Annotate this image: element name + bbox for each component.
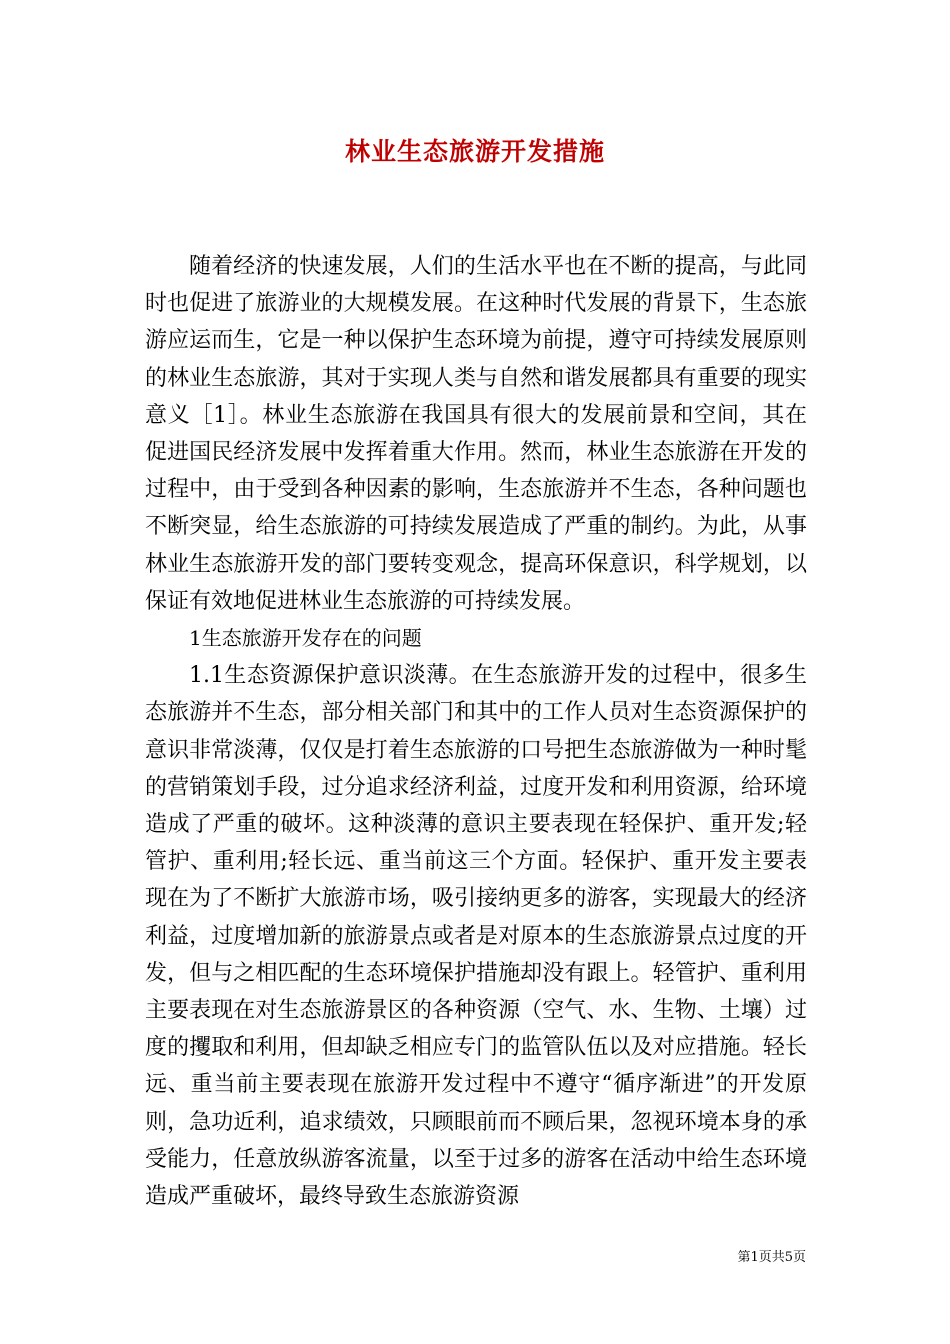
page-number-footer: 第1页共5页 — [737, 1250, 806, 1265]
intro-paragraph: 随着经济的快速发展，人们的生活水平也在不断的提高，与此同时也促进了旅游业的大规模发展。在这种时代发展的背景下，生态旅游应运而生，它是一种以保护生态环境为前提，遵守可持续发展原则的林业生态旅游，其对于实现人类与自然和谐发展都具有重要的现实意义［1］。林业生态旅游在我国具有很大的发展前景和空间，其在促进国民经济发展中发挥着重大作用。然而，林业生态旅游在开发的过程中，由于受到各种因素的影响，生态旅游并不生态，各种问题也不断突显，给生态旅游的可持续发展造成了严重的制约。为此，从事林业生态旅游开发的部门要转变观念，提高环保意识，科学规划，以保证有效地促进林业生态旅游的可持续发展。 — [145, 254, 807, 614]
document-body — [145, 248, 807, 1215]
document-title: 林业生态旅游开发措施 — [344, 137, 605, 166]
subsection-paragraph: 1.1生态资源保护意识淡薄。在生态旅游开发的过程中，很多生态旅游并不生态，部分相关部门和其中的工作人员对生态资源保护的意识非常淡薄，仅仅是打着生态旅游的口号把生态旅游做为一种时髦的营销策划手段，过分追求经济利益，过度开发和利用资源，给环境造成了严重的破坏。这种淡薄的意识主要表现在轻保护、重开发;轻管护、重利用;轻长远、重当前这三个方面。轻保护、重开发主要表现在为了不断扩大旅游市场，吸引接纳更多的游客，实现最大的经济利益，过度增加新的旅游景点或者是对原本的生态旅游景点过度的开发，但与之相匹配的生态环境保护措施却没有跟上。轻管护、重利用主要表现在对生态旅游景区的各种资源（空气、水、生物、土壤）过度的攫取和利用，但却缺乏相应专门的监管队伍以及对应措施。轻长远、重当前主要表现在旅游开发过程中不遵守“循序渐进”的开发原则，急功近利，追求绩效，只顾眼前而不顾后果，忽视环境本身的承受能力，任意放纵游客流量，以至于过多的游客在活动中给生态环境造成严重破坏，最终导致生态旅游资源 — [145, 663, 807, 1210]
section-heading: 1生态旅游开发存在的问题 — [189, 626, 422, 651]
